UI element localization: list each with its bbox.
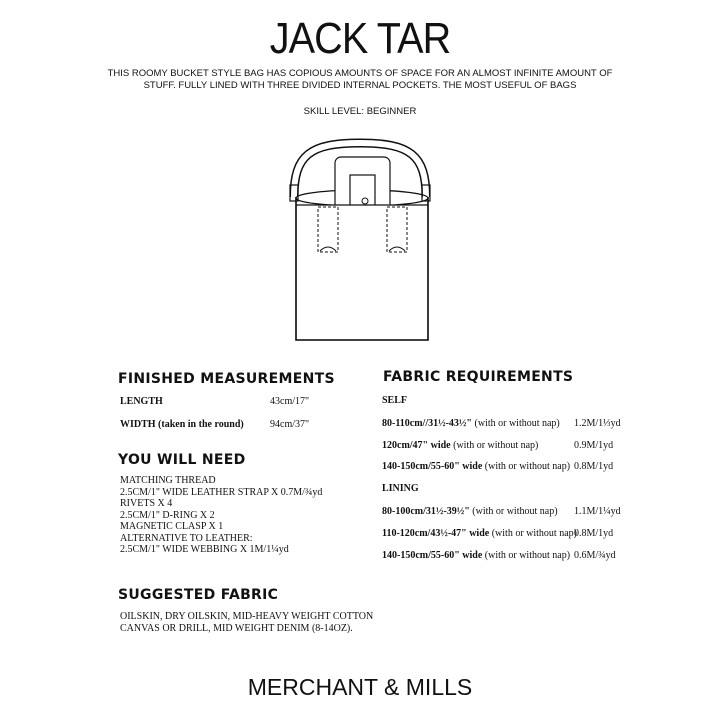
fabric-amount: 0.6M/¾yd <box>574 550 616 561</box>
suggested-fabric-text <box>120 611 373 634</box>
fabric-note: (with or without nap) <box>472 506 558 517</box>
materials-list <box>120 475 322 556</box>
fabric-note: (with or without nap) <box>474 418 560 429</box>
description-line: STUFF. FULLY LINED WITH THREE DIVIDED INTERNAL POCKETS. THE MOST USEFUL OF BAGS <box>143 80 577 91</box>
width-value: 94cm/37" <box>270 419 310 430</box>
width-label: WIDTH (taken in the round) <box>120 419 244 430</box>
fabric-note: (with or without nap) <box>491 528 577 539</box>
description-line: THIS ROOMY BUCKET STYLE BAG HAS COPIOUS AMOUNTS OF SPACE FOR AN ALMOST INFINITE AMOUNT OF <box>107 68 613 79</box>
fabric-row <box>382 550 642 561</box>
fabric-note: (with or without nap) <box>484 461 571 472</box>
fabric-width: 110-120cm/43½-47" wide <box>382 528 490 539</box>
fabric-amount: 1.1M/1¼yd <box>574 506 621 517</box>
fabric-row <box>382 440 642 451</box>
fabric-note: (with or without nap) <box>484 550 571 561</box>
fabric-width: 120cm/47" wide <box>382 440 451 451</box>
fabric-width: 140-150cm/55-60" wide <box>382 550 483 561</box>
self-label: SELF <box>382 395 408 406</box>
bag-illustration <box>280 135 445 350</box>
fabric-amount: 0.9M/1yd <box>574 440 614 451</box>
material-item: 2.5CM/1" D-RING X 2 <box>120 509 215 521</box>
fabric-amount: 1.2M/1⅓yd <box>574 418 621 429</box>
fabric-row <box>382 506 642 517</box>
suggested-fabric-heading: SUGGESTED FABRIC <box>118 587 279 603</box>
material-item: RIVETS X 4 <box>120 498 173 509</box>
fabric-width: 140-150cm/55-60" wide <box>382 461 483 472</box>
you-will-need-heading: YOU WILL NEED <box>118 452 246 468</box>
length-value: 43cm/17" <box>270 396 310 407</box>
fabric-requirements-heading: FABRIC REQUIREMENTS <box>383 369 574 385</box>
pattern-title: JACK TAR <box>269 14 451 63</box>
fabric-amount: 0.8M/1yd <box>574 528 614 539</box>
brand-footer: MERCHANT & MILLS <box>247 674 473 700</box>
material-item: 2.5CM/1" WIDE WEBBING X 1M/1¼yd <box>120 544 289 555</box>
fabric-note: (with or without nap) <box>453 440 539 451</box>
lining-label: LINING <box>382 483 419 494</box>
material-item: 2.5CM/1" WIDE LEATHER STRAP X 0.7M/¾yd <box>120 486 323 498</box>
length-label: LENGTH <box>120 396 163 407</box>
suggested-line: CANVAS OR DRILL, MID WEIGHT DENIM (8-14OZ). <box>120 622 353 634</box>
fabric-row <box>382 418 642 429</box>
suggested-line: OILSKIN, DRY OILSKIN, MID-HEAVY WEIGHT COTTON <box>120 611 374 622</box>
fabric-row <box>382 528 642 539</box>
fabric-row <box>382 461 642 472</box>
skill-level: SKILL LEVEL: BEGINNER <box>303 106 417 117</box>
fabric-width: 80-110cm//31½-43½" <box>382 418 472 429</box>
fabric-width: 80-100cm/31½-39½" <box>382 506 470 517</box>
material-item: MAGNETIC CLASP X 1 <box>120 521 224 532</box>
fabric-amount: 0.8M/1yd <box>574 461 614 472</box>
material-item: ALTERNATIVE TO LEATHER: <box>120 532 253 544</box>
material-item: MATCHING THREAD <box>120 475 216 486</box>
finished-measurements-heading: FINISHED MEASUREMENTS <box>118 371 335 387</box>
